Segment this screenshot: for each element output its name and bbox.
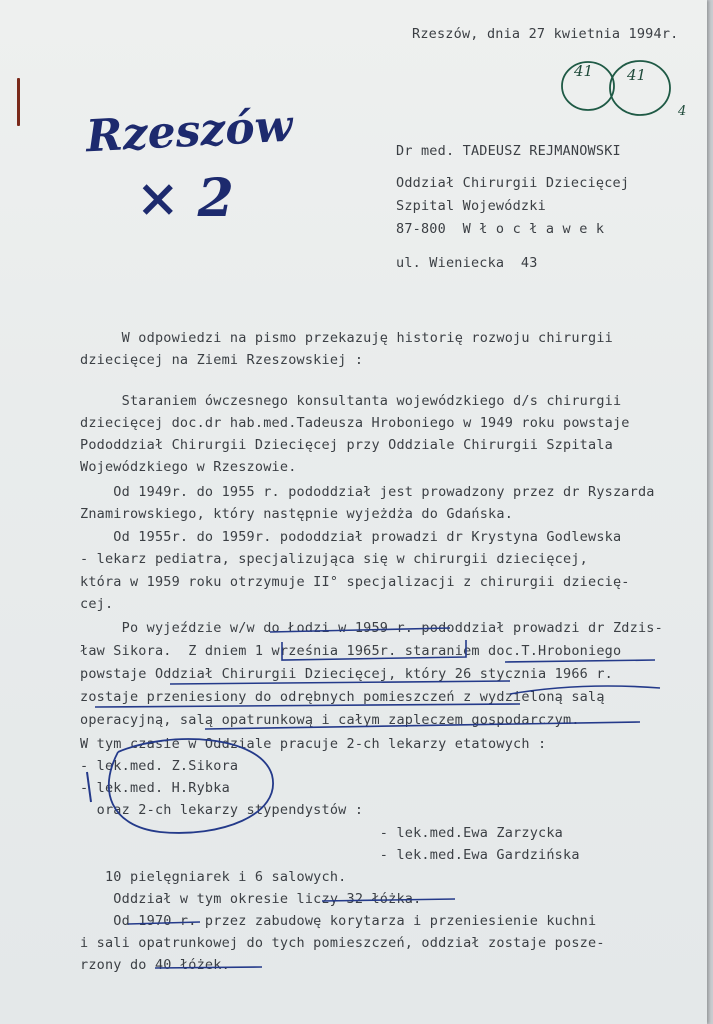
body-line: Od 1955r. do 1959r. pododdział prowadzi dr Krystyna Godlewska [80, 529, 622, 545]
body-line: dziecięcej doc.dr hab.med.Tadeusza Hroboniego w 1949 roku powstaje [80, 415, 630, 431]
body-line: Staraniem ówczesnego konsultanta wojewódzkiego d/s chirurgii [80, 393, 622, 409]
body-line: Od 1970 r. przez zabudowę korytarza i przeniesienie kuchni [80, 913, 597, 929]
addressee-hospital: Szpital Wojewódzki [396, 198, 546, 214]
handwritten-copies: × 2 [136, 168, 234, 229]
body-line: operacyjną, salą opatrunkową i całym zapleczem gospodarczym. [80, 712, 580, 728]
body-line: Znamirowskiego, który następnie wyjeżdża do Gdańska. [80, 506, 514, 522]
body-line: - lek.med. H.Rybka [80, 780, 230, 796]
body-line: cej. [80, 596, 114, 612]
body-line: W odpowiedzi na pismo przekazuję historię rozwoju chirurgii [80, 330, 613, 346]
body-line: zostaje przeniesiony do odrębnych pomieszczeń z wydzieloną salą [80, 689, 605, 705]
body-line: Oddział w tym okresie liczy 32 łóżka. [80, 891, 422, 907]
body-line: oraz 2-ch lekarzy stypendystów : [80, 802, 364, 818]
body-line: - lek.med.Ewa Zarzycka [80, 825, 564, 841]
body-line: Wojewódzkiego w Rzeszowie. [80, 459, 297, 475]
addressee-street: ul. Wieniecka 43 [396, 255, 538, 271]
place-date: Rzeszów, dnia 27 kwietnia 1994r. [412, 26, 679, 42]
body-line: rzony do 40 łóżek. [80, 957, 230, 973]
pen-underline [505, 660, 655, 662]
body-line: ław Sikora. Z dniem 1 września 1965r. staraniem doc.T.Hroboniego [80, 643, 622, 659]
body-line: i sali opatrunkowej do tych pomieszczeń, oddział zostaje posze- [80, 935, 605, 951]
binder-mark [17, 78, 20, 126]
body-line: powstaje Oddział Chirurgii Dziecięcej, który 26 stycznia 1966 r. [80, 666, 613, 682]
body-line: - lekarz pediatra, specjalizująca się w chirurgii dziecięcej, [80, 551, 588, 567]
addressee-postal-city: 87-800 W ł o c ł a w e k [396, 221, 605, 237]
body-line: która w 1959 roku otrzymuje II° specjalizacji z chirurgii dziecię- [80, 574, 630, 590]
margin-number: 41 [574, 62, 594, 80]
margin-number-2: 41 [627, 66, 647, 84]
addressee-name: Dr med. TADEUSZ REJMANOWSKI [396, 143, 621, 159]
body-line: Pododdział Chirurgii Dziecięcej przy Oddziale Chirurgii Szpitala [80, 437, 613, 453]
body-line: Po wyjeździe w/w do Łodzi w 1959 r. pododdział prowadzi dr Zdzis- [80, 620, 663, 636]
body-line: 10 pielęgniarek i 6 salowych. [80, 869, 347, 885]
body-line: dziecięcej na Ziemi Rzeszowskiej : [80, 352, 364, 368]
body-line: W tym czasie w Oddziale pracuje 2-ch lekarzy etatowych : [80, 736, 547, 752]
body-line: Od 1949r. do 1955 r. pododdział jest prowadzony przez dr Ryszarda [80, 484, 655, 500]
addressee-department: Oddział Chirurgii Dziecięcej [396, 175, 630, 191]
handwritten-city: Rzeszów [84, 100, 294, 163]
body-line: - lek.med. Z.Sikora [80, 758, 239, 774]
body-line: - lek.med.Ewa Gardzińska [80, 847, 580, 863]
margin-number-3: 4 [678, 104, 687, 119]
